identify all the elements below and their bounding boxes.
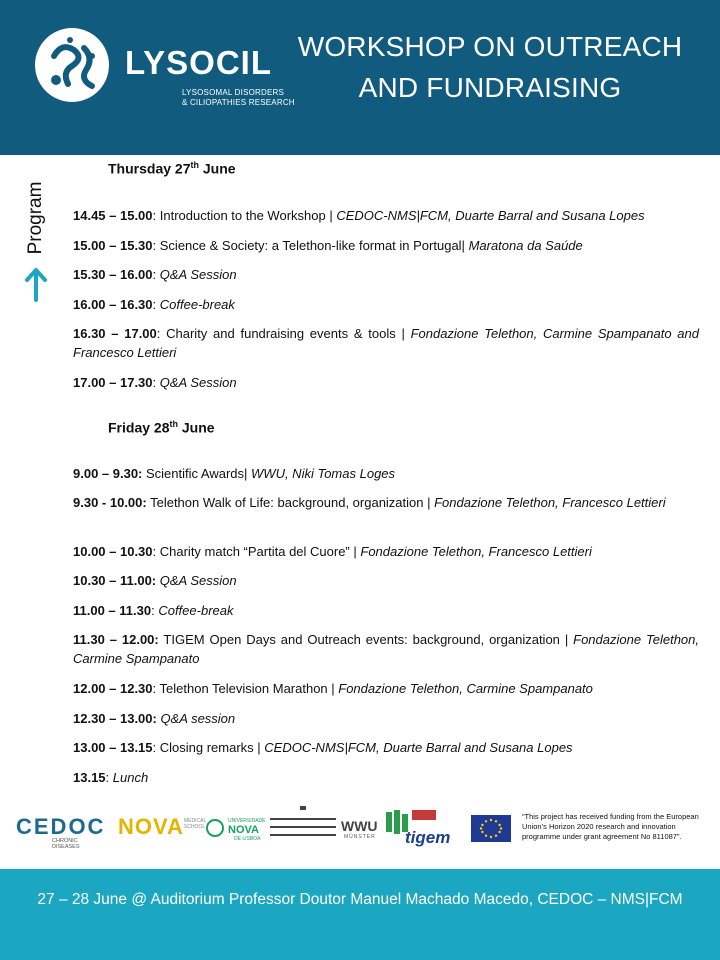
program-side-label bbox=[18, 170, 54, 310]
eu-flag-icon bbox=[471, 815, 511, 842]
program-item: 11.00 – 11.30: Coffee-break bbox=[73, 603, 234, 618]
nova-logo-subtitle: MEDICAL SCHOOL bbox=[184, 818, 207, 830]
program-item: 10.30 – 11.00: Q&A Session bbox=[73, 573, 237, 588]
cedoc-logo: CEDOC bbox=[16, 814, 106, 839]
arrow-up-icon bbox=[24, 266, 48, 302]
partner-logos bbox=[0, 798, 720, 868]
event-location: 27 – 28 June @ Auditorium Professor Doutor Manuel Machado Macedo, CEDOC – NMS|FCM bbox=[37, 891, 683, 908]
program-item: 14.45 – 15.00: Introduction to the Workshop | CEDOC-NMS|FCM, Duarte Barral and Susana Lopes bbox=[73, 208, 645, 223]
program-item: 12.30 – 13.00: Q&A session bbox=[73, 711, 236, 726]
program-item: 17.00 – 17.30: Q&A Session bbox=[73, 375, 237, 390]
nova-medical-school-logo: NOVA bbox=[118, 814, 184, 839]
program-item: 15.30 – 16.00: Q&A Session bbox=[73, 267, 237, 282]
footer-banner bbox=[0, 869, 720, 960]
program-item: 9.30 - 10.00: Telethon Walk of Life: background, organization | Fondazione Telethon, Francesco Lettieri bbox=[73, 495, 666, 510]
wwu-building-icon bbox=[270, 806, 336, 840]
eu-funding-notice: “This project has received funding from the European Union’s Horizon 2020 research and innovation programme under grant agreement No 811087”. bbox=[522, 812, 699, 841]
program-item: 16.30 – 17.00: Charity and fundraising events & tools | Fondazione Telethon, Carmine Spampanato and Francesco Lettieri bbox=[73, 326, 699, 360]
program-item: 9.00 – 9.30: Scientific Awards| WWU, Niki Tomas Loges bbox=[73, 466, 396, 481]
program-item: 13.00 – 13.15: Closing remarks | CEDOC-NMS|FCM, Duarte Barral and Susana Lopes bbox=[73, 740, 573, 755]
universidade-nova-lisboa-logo: UNIVERSIDADE NOVA DE LISBOA bbox=[206, 818, 264, 840]
tigem-logo: tigem bbox=[405, 828, 451, 847]
program-item: 15.00 – 15.30: Science & Society: a Telethon-like format in Portugal| Maratona da Saúde bbox=[73, 238, 583, 253]
brand-subtitle bbox=[182, 88, 295, 108]
brand-subtitle-line1: LYSOSOMAL DISORDERS bbox=[182, 88, 285, 97]
program-item: 13.15: Lunch bbox=[73, 770, 149, 785]
program-item: 16.00 – 16.30: Coffee-break bbox=[73, 297, 235, 312]
brand-subtitle-line2: & CILIOPATHIES RESEARCH bbox=[182, 98, 295, 107]
program-item: 11.30 – 12.00: TIGEM Open Days and Outreach events: background, organization | Fondazione Telethon, Carmine Spampanato bbox=[73, 632, 699, 666]
page-title bbox=[280, 26, 700, 108]
program-item: 10.00 – 10.30: Charity match “Partita del Cuore” | Fondazione Telethon, Francesco Lettieri bbox=[73, 544, 592, 559]
title-line2: AND FUNDRAISING bbox=[358, 72, 622, 103]
unl-emblem-icon bbox=[206, 819, 224, 837]
cedoc-logo-subtitle: CHRONIC DISEASES bbox=[52, 838, 80, 850]
header-banner bbox=[0, 0, 720, 155]
brand-name: LYSOCIL bbox=[125, 44, 272, 81]
wwu-logo: WWU bbox=[341, 818, 378, 834]
program-item: 12.00 – 12.30: Telethon Television Marathon | Fondazione Telethon, Carmine Spampanato bbox=[73, 681, 593, 696]
program-label: Program bbox=[25, 181, 46, 255]
day-heading-thursday: Thursday 27th June bbox=[108, 160, 236, 177]
day-heading-friday: Friday 28th June bbox=[108, 419, 215, 436]
lysocil-cell-logo-icon bbox=[32, 26, 112, 104]
title-line1: WORKSHOP ON OUTREACH bbox=[297, 31, 683, 62]
wwu-logo-subtitle: MÜNSTER bbox=[344, 834, 376, 840]
